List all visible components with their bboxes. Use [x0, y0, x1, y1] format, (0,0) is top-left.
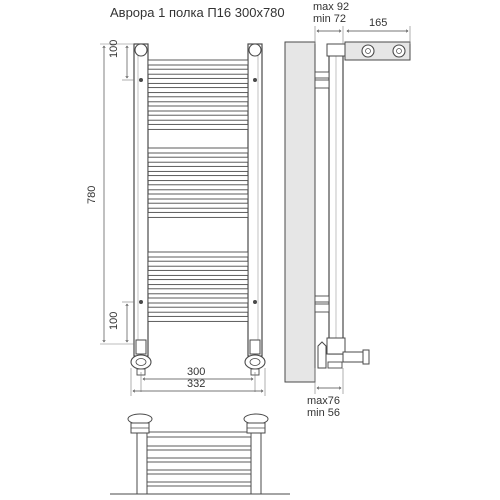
rung: [148, 176, 248, 181]
rung: [148, 78, 248, 83]
depth-max-label: max 92: [313, 1, 350, 13]
rung: [148, 261, 248, 266]
rung: [148, 148, 248, 153]
rung: [148, 60, 248, 65]
rung: [148, 194, 248, 199]
left-top-cap: [135, 44, 147, 56]
axis-width-label: 300: [187, 366, 206, 378]
rung: [148, 280, 248, 285]
rung: [148, 212, 248, 217]
mount-point: [253, 300, 257, 304]
rungs: [148, 60, 248, 321]
mount-point: [139, 300, 143, 304]
front-view: [100, 44, 265, 396]
depth-min-label: min 72: [313, 13, 347, 25]
left-upright: [134, 44, 148, 356]
rung: [148, 106, 248, 111]
bottom-offset-label: 100: [108, 311, 120, 330]
rung: [148, 115, 248, 120]
rung: [148, 203, 248, 208]
side-view: [285, 26, 410, 394]
right-upright: [248, 44, 262, 356]
top-view: [110, 414, 290, 494]
bottom-depth-min-label: min 56: [307, 407, 341, 419]
rung: [148, 307, 248, 312]
top-offset-label: 100: [108, 39, 120, 58]
rung: [148, 298, 248, 303]
rung: [148, 316, 248, 321]
rung: [148, 166, 248, 171]
rung: [148, 69, 248, 74]
total-width-label: 332: [187, 378, 206, 390]
rung: [148, 252, 248, 257]
rung: [148, 97, 248, 102]
right-top-cap: [249, 44, 261, 56]
rung: [148, 185, 248, 190]
drawing-title: Аврора 1 полка П16 300х780: [110, 5, 285, 20]
rung: [148, 270, 248, 275]
rung: [148, 88, 248, 93]
height-label: 780: [86, 185, 98, 204]
rung: [148, 289, 248, 294]
bottom-depth-max-label: max76: [307, 395, 341, 407]
mount-point: [139, 78, 143, 82]
rung: [148, 157, 248, 162]
mount-point: [253, 78, 257, 82]
rung: [148, 124, 248, 129]
shelf-depth-label: 165: [369, 17, 388, 29]
wall-band: [285, 42, 315, 382]
